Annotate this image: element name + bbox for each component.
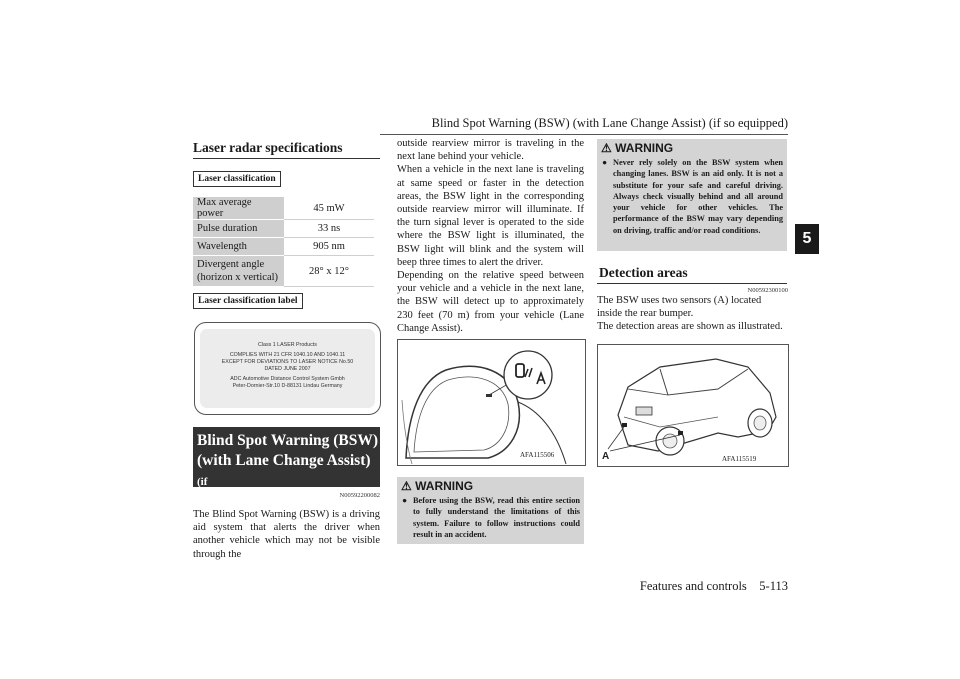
warning-triangle-icon: ⚠: [401, 479, 412, 493]
vehicle-illustration-code: AFA115519: [722, 455, 757, 463]
mirror-illustration: [397, 339, 586, 466]
label-line: Class 1 LASER Products: [258, 342, 317, 348]
spec-key: Wavelength: [193, 238, 284, 256]
vehicle-drawing: [598, 345, 788, 466]
spec-key: Max average power: [193, 197, 284, 220]
bsw-title-if: (if: [197, 476, 208, 488]
section-rule: [193, 158, 380, 159]
warning-box-middle: [397, 477, 584, 544]
warning-heading: ⚠ WARNING: [401, 479, 474, 493]
spec-value: 905 nm: [284, 238, 374, 256]
label-line: DATED JUNE 2007: [264, 366, 311, 372]
bullet-icon: ●: [602, 158, 608, 167]
label-line: COMPLIES WITH 21 CFR 1040.10 AND 1040.11: [229, 352, 346, 358]
bullet-icon: ●: [402, 496, 408, 505]
section-rule: [597, 283, 787, 284]
table-row: [193, 197, 374, 220]
mirror-illustration-code: AFA115506: [520, 451, 555, 459]
laser-classification-heading: Laser classification: [193, 171, 281, 187]
warning-text: ● Before using the BSW, read this entire section to fully understand the limitations of this system. Failure to follow instructions could result in an accident.: [402, 496, 580, 539]
page-header-title: Blind Spot Warning (BSW) (with Lane Change Assist) (if so equipped): [431, 116, 788, 130]
bsw-title-line1: Blind Spot Warning (BSW): [197, 432, 379, 449]
detection-paragraph: The detection areas are shown as illustrated.: [597, 321, 783, 333]
table-row: [193, 256, 374, 287]
bsw-title-line3: so equipped): [197, 492, 257, 504]
middle-paragraph: Depending on the relative speed between your vehicle and a vehicle in the next lane, the BSW will detect up to approximately 230 feet (70 m) from your vehicle (Lane Change Assist).: [397, 270, 584, 334]
label-line: EXCEPT FOR DEVIATIONS TO LASER NOTICE No.50: [221, 359, 354, 365]
spec-value: 28° x 12°: [284, 256, 374, 287]
middle-paragraph: When a vehicle in the next lane is traveling at same speed or faster in the detection areas, the BSW light in the corresponding outside rearview mirror will illuminate. If the turn signal lever is operated to the side where the BSW light is illuminated, the BSW light will blink and the system will beep three times to alert the driver.: [397, 164, 584, 268]
laser-label-heading: Laser classification label: [193, 293, 303, 309]
detection-code: N00592300100: [747, 287, 788, 294]
mirror-drawing: [398, 340, 585, 465]
laser-radar-title: Laser radar specifications: [193, 140, 343, 155]
warning-box-right: [597, 139, 787, 251]
vehicle-illustration: [597, 344, 789, 467]
label-line: ADC Automotive Distance Control System Gmbh: [230, 376, 345, 382]
warning-text: ● Never rely solely on the BSW system when changing lanes. BSW is an aid only. It is not a substitute for your safe and careful driving. Always check visually behind and all around your vehicle for other vehicles. The performance of the BSW may vary depending on driving, traffic and/or road conditions.: [602, 158, 783, 235]
chapter-tab: 5: [795, 224, 819, 254]
bsw-code: N00592200082: [339, 492, 380, 499]
detection-areas-title: Detection areas: [599, 265, 688, 280]
bsw-intro-text: The Blind Spot Warning (BSW) is a driving aid system that alerts the driver when another vehicle which may not be visible through the: [193, 509, 380, 560]
table-row: [193, 238, 374, 256]
detection-text: [597, 294, 787, 334]
middle-paragraph: outside rearview mirror is traveling in the next lane behind your vehicle.: [397, 138, 584, 163]
callout-a: A: [602, 451, 610, 462]
spec-value: 33 ns: [284, 220, 374, 238]
detection-paragraph: The BSW uses two sensors (A) located inside the rear bumper.: [597, 295, 762, 320]
table-row: [193, 220, 374, 238]
warning-heading: ⚠ WARNING: [601, 141, 674, 155]
middle-text-block: [397, 137, 584, 335]
spec-key: Pulse duration: [193, 220, 284, 238]
laser-label-text: [200, 329, 375, 408]
bsw-title-line2: (with Lane Change Assist): [197, 452, 371, 469]
spec-value: 45 mW: [284, 197, 374, 220]
header-rule: [380, 134, 788, 135]
label-line: Peter-Dornier-Str.10 D-88131 Lindau Germany: [232, 383, 343, 389]
page-footer: Features and controls 5-113: [639, 579, 788, 593]
spec-table: [193, 197, 374, 287]
warning-triangle-icon: ⚠: [601, 141, 612, 155]
spec-key: Divergent angle (horizon x vertical): [193, 256, 284, 287]
laser-label-image: [194, 322, 381, 415]
